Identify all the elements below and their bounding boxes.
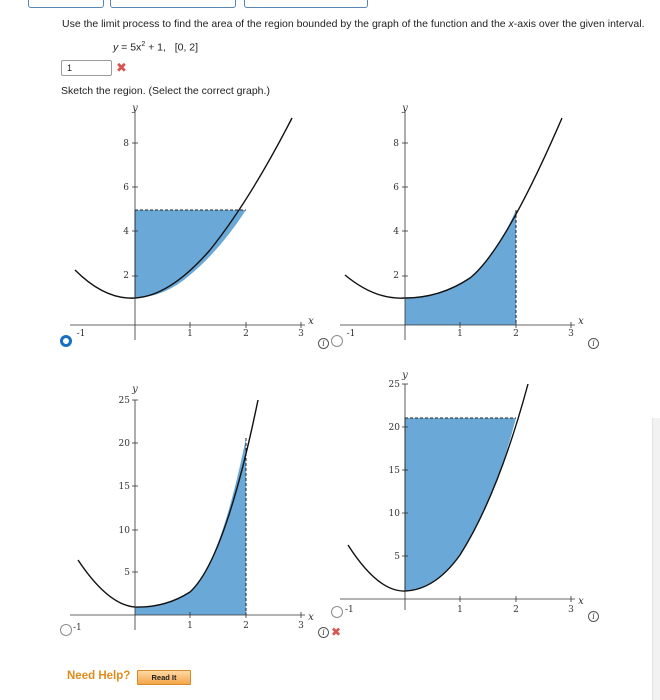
y-tick-label: 10 <box>118 526 130 536</box>
y-axis-name: y <box>402 370 408 381</box>
prompt-text-end: -axis over the given interval. <box>513 18 645 30</box>
graph-option-a <box>70 100 320 345</box>
graph-option-d <box>340 370 590 635</box>
y-tick-label: 15 <box>388 466 400 476</box>
function-exponent: 2 <box>141 41 146 48</box>
option-c-radio[interactable] <box>60 624 72 636</box>
x-tick-label: 2 <box>243 621 249 631</box>
region-fill-d <box>405 418 516 591</box>
read-it-button[interactable]: Read It <box>137 670 191 685</box>
interval: [0, 2] <box>174 41 199 54</box>
y-tick-label: 10 <box>388 509 400 519</box>
y-tick-label: 2 <box>123 271 129 281</box>
info-icon[interactable]: i <box>588 611 599 622</box>
y-tick-label: 5 <box>124 568 130 578</box>
function-lhs: y <box>113 41 119 54</box>
info-icon[interactable]: i <box>318 627 329 638</box>
x-neg-tick-label: -1 <box>76 329 86 339</box>
x-axis-name: x <box>308 612 314 623</box>
info-icon[interactable]: i <box>318 338 329 349</box>
option-a-radio[interactable] <box>60 335 72 347</box>
function-equation <box>113 41 198 54</box>
y-tick-label: 6 <box>393 183 399 193</box>
region-fill-b <box>405 210 516 325</box>
function-rhs: = 5x <box>118 41 142 54</box>
y-tick-label: 8 <box>393 139 399 149</box>
y-tick-label: 25 <box>388 380 400 390</box>
top-tab-2[interactable] <box>110 0 236 8</box>
x-neg-tick-label: -1 <box>346 329 356 339</box>
option-d-radio[interactable] <box>331 606 343 618</box>
y-tick-label: 4 <box>123 227 129 237</box>
x-tick-label: 2 <box>513 329 519 339</box>
sketch-instruction: Sketch the region. (Select the correct graph.) <box>61 85 270 97</box>
y-axis-name: y <box>132 384 138 395</box>
y-axis-name: y <box>402 103 408 114</box>
answer-input[interactable]: 1 <box>61 60 112 76</box>
x-tick-label: 3 <box>568 329 574 339</box>
option-c-label: -1 <box>73 623 82 633</box>
function-tail: + 1, <box>145 41 166 54</box>
y-tick-label: 20 <box>388 423 400 433</box>
x-tick-label: 1 <box>187 621 193 631</box>
x-tick-label: 1 <box>457 329 463 339</box>
x-tick-label: 1 <box>187 329 193 339</box>
info-icon[interactable]: i <box>588 338 599 349</box>
x-tick-label: 3 <box>298 621 304 631</box>
prompt-text-start: Use the limit process to find the area of the region bounded by the graph of the function and the <box>62 18 509 30</box>
y-tick-label: 5 <box>394 552 400 562</box>
top-tab-3[interactable] <box>244 0 368 8</box>
graph-option-c <box>70 370 320 635</box>
option-d-label: -1 <box>345 605 354 615</box>
top-tab-1[interactable] <box>28 0 104 8</box>
x-tick-label: 1 <box>457 605 463 615</box>
prompt-variable: x <box>508 18 514 30</box>
region-fill-c <box>135 438 246 615</box>
incorrect-x-icon: ✖ <box>331 625 342 639</box>
x-axis-name: x <box>578 316 584 327</box>
x-tick-label: 2 <box>513 605 519 615</box>
x-tick-label: 3 <box>568 605 574 615</box>
scrollbar[interactable] <box>652 418 660 700</box>
x-axis-name: x <box>578 596 584 607</box>
graph-option-b <box>340 100 590 345</box>
y-tick-label: 6 <box>123 183 129 193</box>
y-tick-label: 8 <box>123 139 129 149</box>
y-tick-label: 25 <box>118 396 130 406</box>
option-b-radio[interactable] <box>331 335 343 347</box>
x-tick-label: 3 <box>298 329 304 339</box>
question-prompt <box>62 18 645 30</box>
need-help-label: Need Help? <box>67 670 131 682</box>
y-tick-label: 20 <box>118 439 130 449</box>
y-tick-label: 15 <box>118 482 130 492</box>
x-axis-name: x <box>308 316 314 327</box>
y-tick-label: 4 <box>393 227 399 237</box>
y-tick-label: 2 <box>393 271 399 281</box>
x-tick-label: 2 <box>243 329 249 339</box>
top-tab-strip <box>0 0 660 10</box>
parabola-curve-b <box>345 118 562 298</box>
y-axis-name: y <box>132 103 138 114</box>
incorrect-x-icon: ✖ <box>116 60 127 75</box>
